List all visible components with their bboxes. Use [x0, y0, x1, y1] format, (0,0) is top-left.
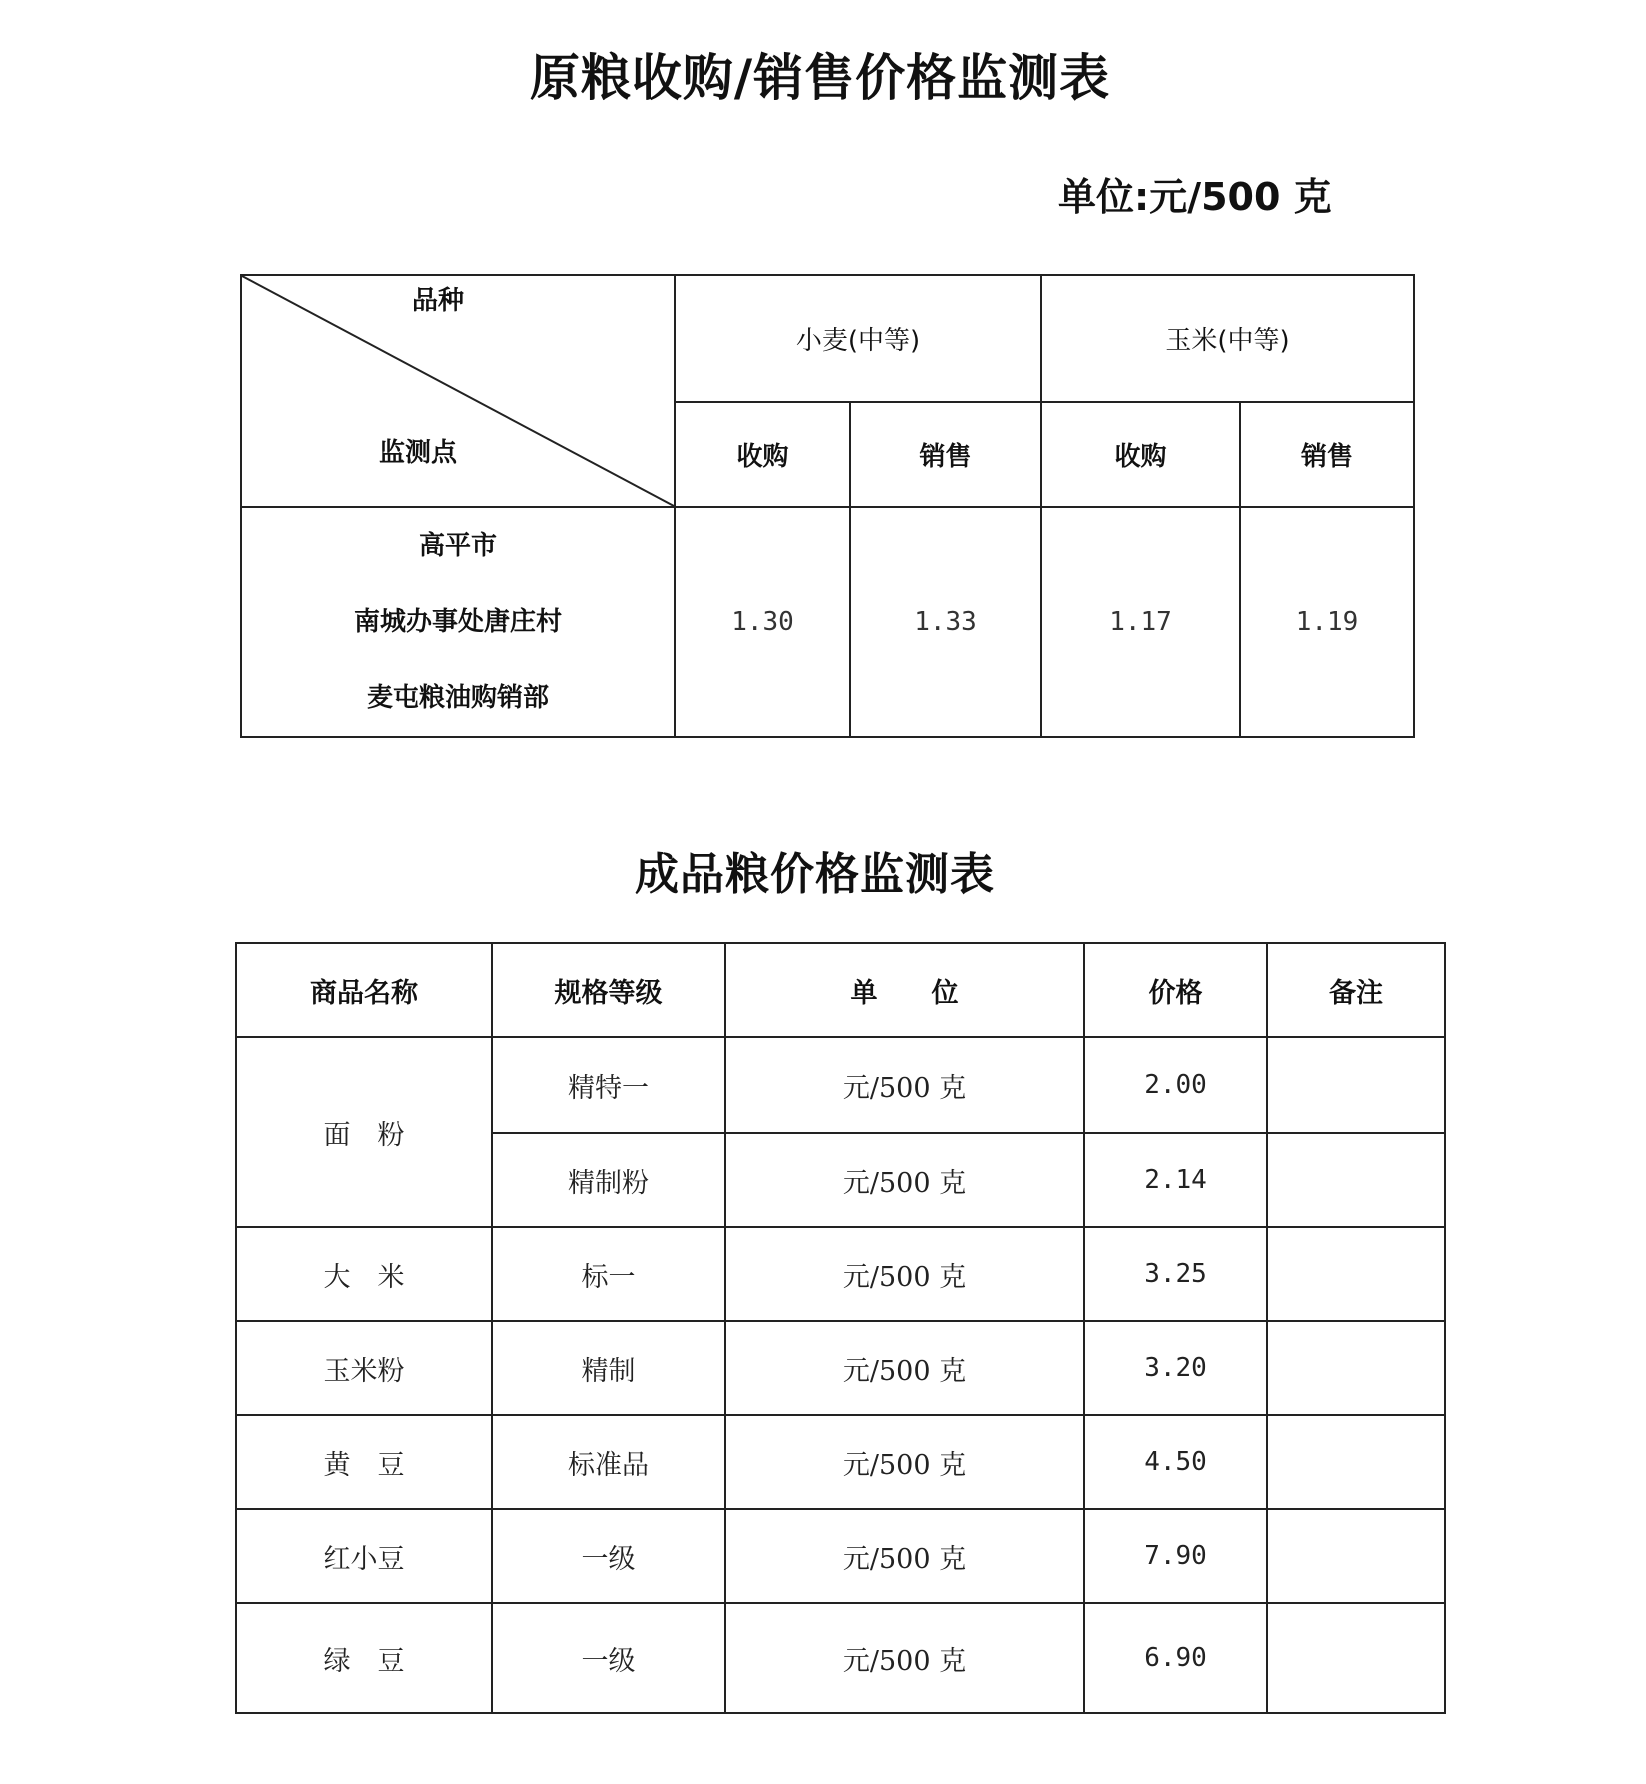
monitoring-site-cell	[241, 507, 675, 737]
product-grade: 标准品	[492, 1415, 725, 1509]
raw-grain-table-title: 原粮收购/销售价格监测表	[529, 49, 1111, 107]
product-name: 黄 豆	[236, 1415, 492, 1509]
table-row	[236, 1037, 1445, 1133]
site-line: 南城办事处唐庄村	[353, 607, 562, 637]
product-price: 3.25	[1084, 1227, 1267, 1321]
site-line: 高平市	[418, 531, 497, 561]
variety-label: 品种	[411, 286, 464, 316]
product-unit: 元/500 克	[725, 1321, 1084, 1415]
product-grade: 精特一	[492, 1037, 725, 1133]
product-price: 4.50	[1084, 1415, 1267, 1509]
product-price: 3.20	[1084, 1321, 1267, 1415]
product-unit: 元/500 克	[725, 1603, 1084, 1713]
product-unit: 元/500 克	[725, 1509, 1084, 1603]
product-grade: 标一	[492, 1227, 725, 1321]
product-grade: 一级	[492, 1603, 725, 1713]
product-name: 绿 豆	[236, 1603, 492, 1713]
product-note	[1267, 1603, 1445, 1713]
product-note	[1267, 1227, 1445, 1321]
corn-buy-price: 1.17	[1041, 507, 1240, 737]
corn-buy-header: 收购	[1041, 402, 1240, 507]
header-price: 价格	[1084, 943, 1267, 1037]
wheat-sell-price: 1.33	[850, 507, 1041, 737]
diagonal-header-cell	[241, 275, 675, 507]
product-grade: 一级	[492, 1509, 725, 1603]
unit-label: 单位:元/500 克	[1058, 175, 1332, 219]
product-name: 玉米粉	[236, 1321, 492, 1415]
product-note	[1267, 1509, 1445, 1603]
finished-grain-price-table	[235, 942, 1446, 1714]
product-name: 面 粉	[236, 1037, 492, 1227]
product-unit: 元/500 克	[725, 1037, 1084, 1133]
header-product-name: 商品名称	[236, 943, 492, 1037]
monitoring-point-label: 监测点	[378, 438, 457, 468]
product-note	[1267, 1321, 1445, 1415]
site-line: 麦屯粮油购销部	[366, 683, 549, 713]
product-price: 6.90	[1084, 1603, 1267, 1713]
product-price: 2.14	[1084, 1133, 1267, 1227]
table-row	[236, 1509, 1445, 1603]
product-note	[1267, 1037, 1445, 1133]
product-unit: 元/500 克	[725, 1415, 1084, 1509]
product-price: 7.90	[1084, 1509, 1267, 1603]
product-note	[1267, 1415, 1445, 1509]
product-name: 大 米	[236, 1227, 492, 1321]
corn-header: 玉米(中等)	[1041, 275, 1414, 402]
wheat-sell-header: 销售	[850, 402, 1041, 507]
wheat-header: 小麦(中等)	[675, 275, 1041, 402]
product-price: 2.00	[1084, 1037, 1267, 1133]
wheat-buy-price: 1.30	[675, 507, 850, 737]
product-name: 红小豆	[236, 1509, 492, 1603]
corn-sell-price: 1.19	[1240, 507, 1414, 737]
header-grade: 规格等级	[492, 943, 725, 1037]
header-unit: 单 位	[725, 943, 1084, 1037]
table-row	[236, 1415, 1445, 1509]
product-note	[1267, 1133, 1445, 1227]
table-row	[236, 1603, 1445, 1713]
corn-sell-header: 销售	[1240, 402, 1414, 507]
header-note: 备注	[1267, 943, 1445, 1037]
product-grade: 精制	[492, 1321, 725, 1415]
product-unit: 元/500 克	[725, 1227, 1084, 1321]
table-row	[236, 1321, 1445, 1415]
table-row	[236, 1227, 1445, 1321]
product-grade: 精制粉	[492, 1133, 725, 1227]
raw-grain-price-table	[240, 274, 1415, 738]
product-unit: 元/500 克	[725, 1133, 1084, 1227]
wheat-buy-header: 收购	[675, 402, 850, 507]
finished-grain-table-title: 成品粮价格监测表	[635, 849, 995, 900]
